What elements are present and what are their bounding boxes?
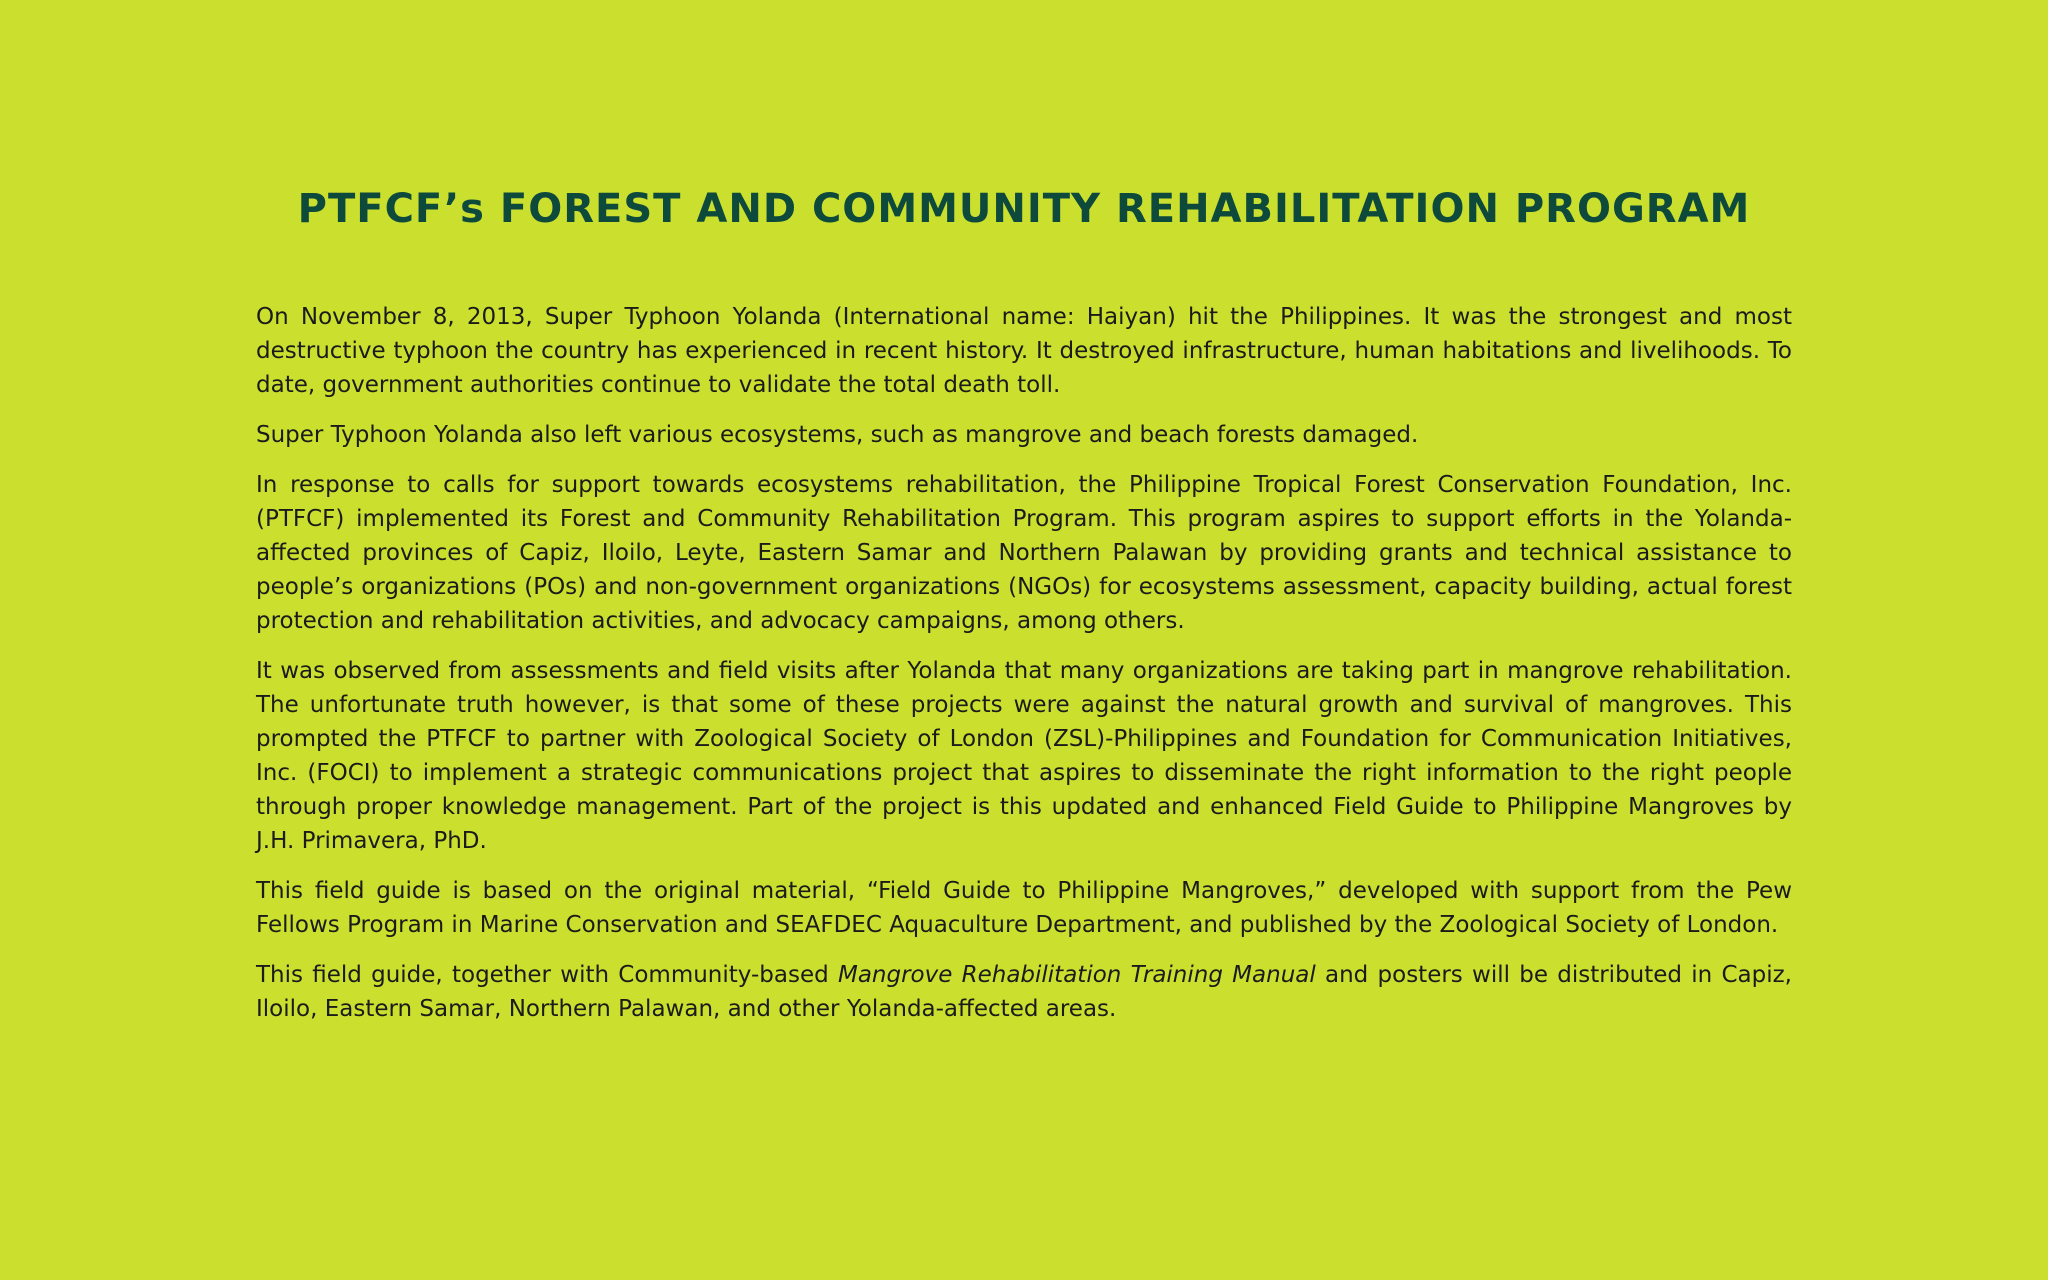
- page-title: PTFCF’s FOREST AND COMMUNITY REHABILITATION PROGRAM: [297, 186, 1751, 232]
- body-text: [256, 300, 1792, 1042]
- paragraph-ecosystems-damaged: Super Typhoon Yolanda also left various ecosystems, such as mangrove and beach forests damaged.: [256, 422, 1419, 448]
- paragraph-distribution-before: This field guide, together with Community-based: [256, 962, 838, 988]
- paragraph-typhoon-yolanda: On November 8, 2013, Super Typhoon Yolanda (International name: Haiyan) hit the Philippines. It was the strongest and most destructive typhoon the country has experienced in recent history. It destroyed infrastructure, human habitations and livelihoods. To date, government authorities continue to validate the total death toll.: [256, 304, 1792, 398]
- paragraph-distribution: [256, 958, 1792, 1026]
- paragraph-field-guide-origin: This field guide is based on the original material, “Field Guide to Philippine Mangroves,” developed with support from the Pew Fellows Program in Marine Conservation and SEAFDEC Aquaculture Department, and published by the Zoological Society of London.: [256, 878, 1792, 938]
- manual-title: Mangrove Rehabilitation Training Manual: [837, 962, 1316, 988]
- paragraph-ptfcf-response: In response to calls for support towards ecosystems rehabilitation, the Philippine Tropical Forest Conservation Foundation, Inc. (PTFCF) implemented its Forest and Community Rehabilitation Program. This program aspires to support efforts in the Yolanda-affected provinces of Capiz, Iloilo, Leyte, Eastern Samar and Northern Palawan by providing grants and technical assistance to people’s organizations (POs) and non-government organizations (NGOs) for ecosystems assessment, capacity building, actual forest protection and rehabilitation activities, and advocacy campaigns, among others.: [256, 472, 1792, 634]
- paragraph-assessments: It was observed from assessments and field visits after Yolanda that many organizations are taking part in mangrove rehabilitation. The unfortunate truth however, is that some of these projects were against the natural growth and survival of mangroves. This prompted the PTFCF to partner with Zoological Society of London (ZSL)-Philippines and Foundation for Communication Initiatives, Inc. (FOCI) to implement a strategic communications project that aspires to disseminate the right information to the right people through proper knowledge management. Part of the project is this updated and enhanced Field Guide to Philippine Mangroves by J.H. Primavera, PhD.: [256, 658, 1792, 854]
- paragraph-distribution-after: and posters will be distributed in Capiz, Iloilo, Eastern Samar, Northern Palawan, and other Yolanda-affected areas.: [256, 962, 1792, 1022]
